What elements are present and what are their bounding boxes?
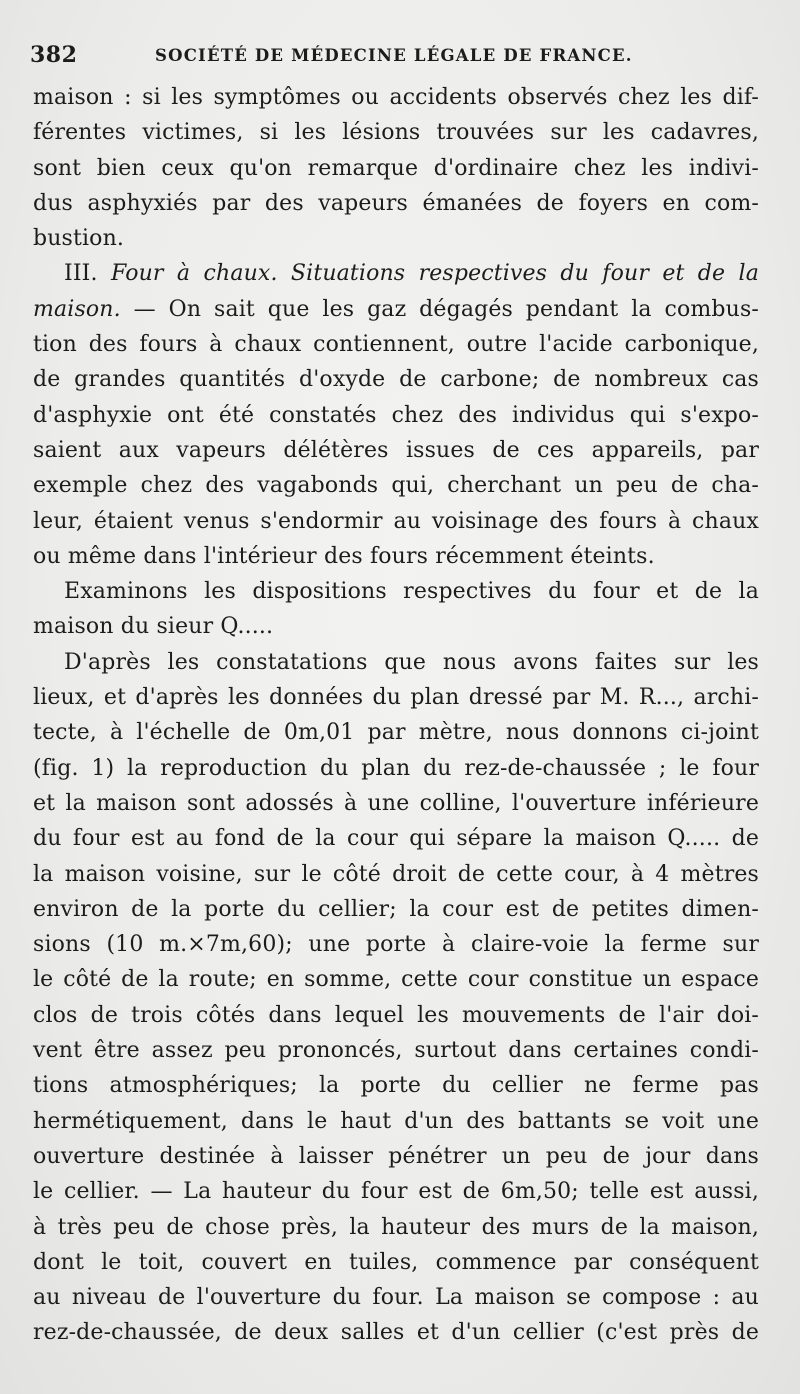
text-line (33, 256, 759, 291)
italic-run: Four à chaux. Situations respectives du four et de la (111, 261, 759, 287)
text-line: (fig. 1) la reproduction du plan du rez-de-chaussée ; le four (33, 755, 759, 781)
text-line: leur, étaient venus s'endormir au voisinage des fours à chaux (33, 508, 759, 534)
text-line: tions atmosphériques; la porte du cellier ne ferme pas (33, 1073, 759, 1099)
text-run: — On sait que les gaz dégagés pendant la combus- (120, 296, 759, 322)
text-line: maison du sieur Q..... (33, 614, 274, 640)
text-line: la maison voisine, sur le côté droit de cette cour, à 4 mètres (33, 861, 759, 887)
text-line (33, 292, 759, 327)
text-line: ouverture destinée à laisser pénétrer un peu de jour dans (33, 1143, 759, 1169)
text-line: D'après les constatations que nous avons faites sur les (64, 649, 759, 675)
text-line: tion des fours à chaux contiennent, outre l'acide carbonique, (33, 332, 759, 358)
text-line: à très peu de chose près, la hauteur des murs de la maison, (33, 1214, 759, 1240)
text-line: vent être assez peu prononcés, surtout dans certaines condi- (33, 1038, 759, 1064)
text-line: Examinons les dispositions respectives du four et de la (64, 579, 759, 605)
text-run: III. (64, 261, 111, 287)
text-line: rez-de-chaussée, de deux salles et d'un cellier (c'est près de (33, 1320, 759, 1346)
text-line: exemple chez des vagabonds qui, cherchant un peu de cha- (33, 473, 759, 499)
text-line: dont le toit, couvert en tuiles, commence par conséquent (33, 1249, 759, 1275)
text-line: environ de la porte du cellier; la cour est de petites dimen- (33, 896, 759, 922)
text-line: ou même dans l'intérieur des fours récemment éteints. (33, 543, 655, 569)
text-line: maison : si les symptômes ou accidents observés chez les dif- (33, 85, 759, 110)
running-head: SOCIÉTÉ DE MÉDECINE LÉGALE DE FRANCE. (155, 46, 633, 65)
text-line: du four est au fond de la cour qui sépare la maison Q..... de (33, 826, 759, 852)
text-line: hermétiquement, dans le haut d'un des battants se voit une (33, 1108, 759, 1134)
text-line: d'asphyxie ont été constatés chez des individus qui s'expo- (33, 402, 759, 428)
text-line: au niveau de l'ouverture du four. La maison se compose : au (33, 1285, 759, 1311)
text-line: férentes victimes, si les lésions trouvées sur les cadavres, (33, 120, 759, 146)
text-line: sont bien ceux qu'on remarque d'ordinaire chez les indivi- (33, 155, 759, 181)
italic-run: maison. (33, 296, 121, 322)
text-line: saient aux vapeurs délétères issues de ces appareils, par (33, 437, 759, 463)
text-line: lieux, et d'après les données du plan dressé par M. R..., archi- (33, 685, 759, 711)
text-line: le côté de la route; en somme, cette cour constitue un espace (33, 967, 759, 993)
text-line: et la maison sont adossés à une colline, l'ouverture inférieure (33, 790, 759, 816)
page-header (30, 40, 770, 70)
text-line: tecte, à l'échelle de 0m,01 par mètre, nous donnons ci-joint (33, 720, 759, 746)
body-text (33, 80, 759, 1351)
text-line: bustion. (33, 226, 125, 252)
text-line: clos de trois côtés dans lequel les mouvements de l'air doi- (33, 1002, 759, 1028)
text-line: de grandes quantités d'oxyde de carbone; de nombreux cas (33, 367, 759, 393)
text-line: sions (10 m.×7m,60); une porte à claire-voie la ferme sur (33, 932, 759, 958)
text-line: le cellier. — La hauteur du four est de 6m,50; telle est aussi, (33, 1179, 759, 1205)
text-line: dus asphyxiés par des vapeurs émanées de foyers en com- (33, 190, 759, 216)
page-number: 382 (30, 42, 78, 68)
